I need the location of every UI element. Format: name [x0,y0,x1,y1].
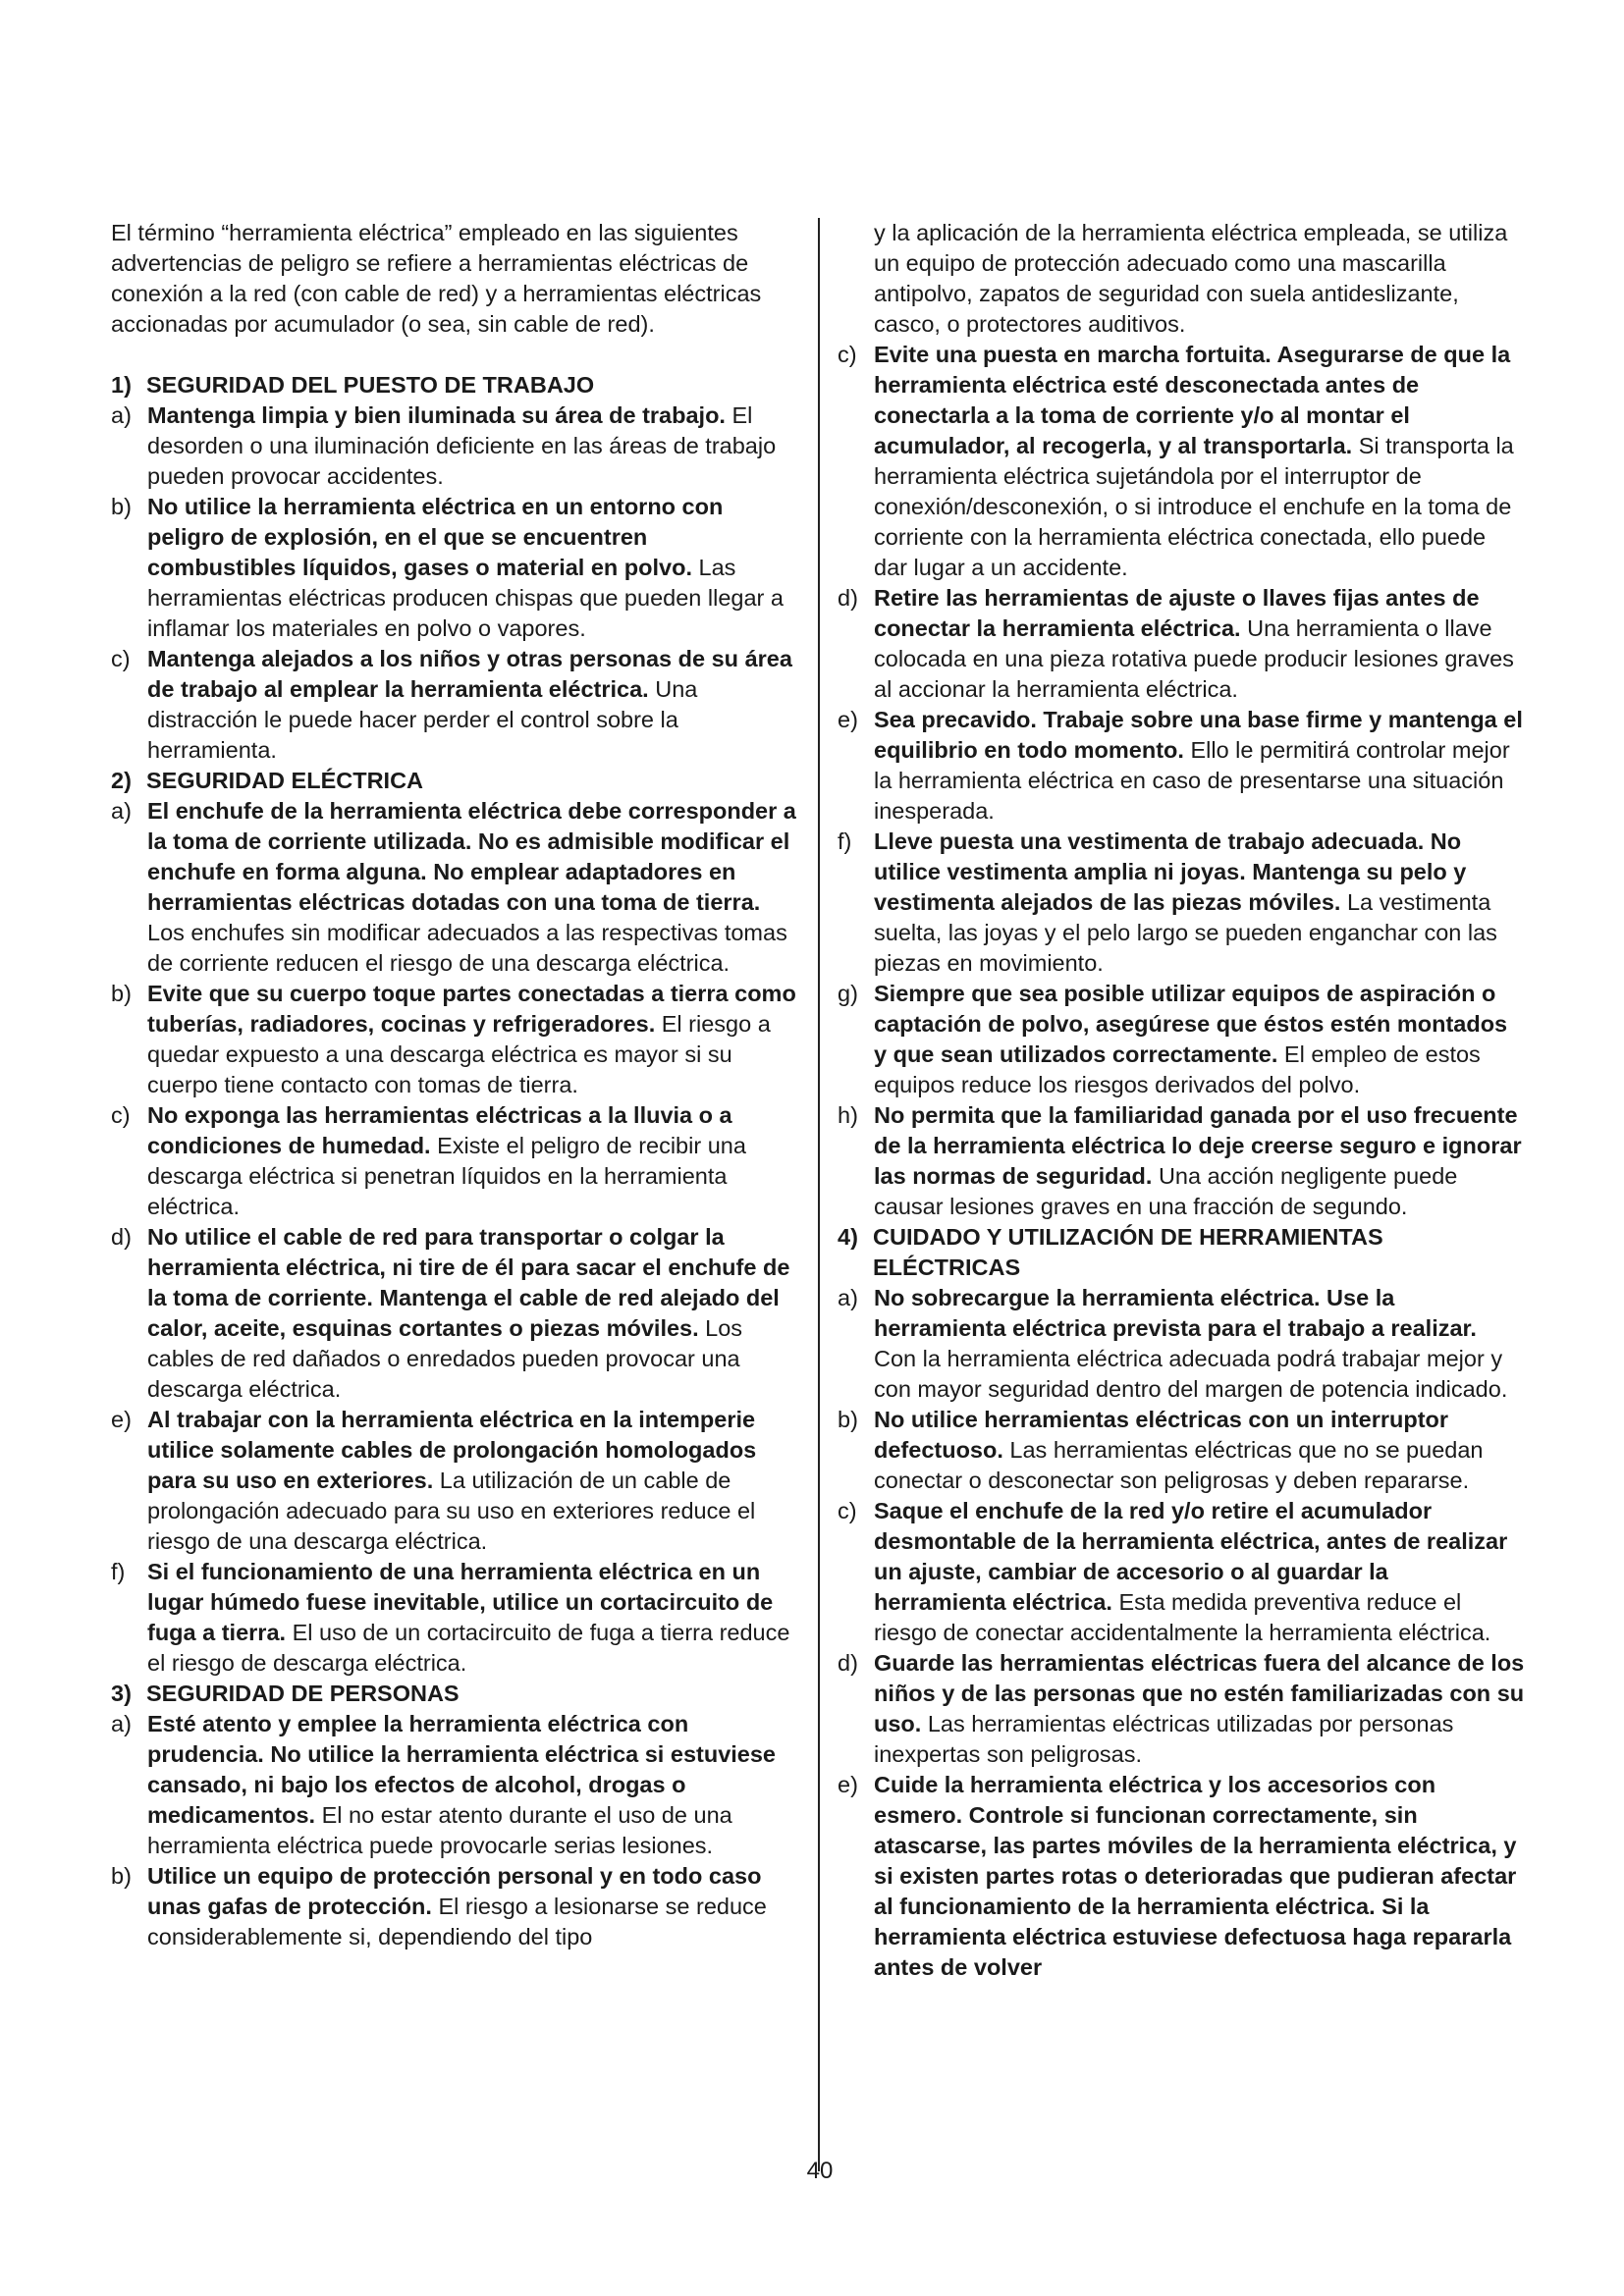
list-item: a) No sobrecargue la herramienta eléctrica. Use la herramienta eléctrica prevista para el trabajo a realizar. Con la herramienta eléctrica adecuada podrá trabajar mejor y con mayor seguridad dentro del margen de potencia indicado. [838,1285,1508,1402]
list-item-continuation: y la aplicación de la herramienta eléctrica empleada, se utiliza un equipo de protección adecuado como una mascarilla antipolvo, zapatos de seguridad con suela antideslizante, casco, o protectores auditivos. [874,220,1508,337]
list-item: e) Sea precavido. Trabaje sobre una base firme y mantenga el equilibrio en todo momento. Ello le permitirá controlar mejor la herramienta eléctrica en caso de presentarse una situación inesperada. [838,707,1523,824]
section-heading-personal: 3) SEGURIDAD DE PERSONAS [111,1681,460,1706]
list-item: h) No permita que la familiaridad ganada por el uso frecuente de la herramienta eléctrica lo deje creerse seguro e ignorar las normas de seguridad. Una acción negligente puede causar lesiones graves en una fracción de segundo. [838,1102,1522,1219]
list-item: f) Si el funcionamiento de una herramienta eléctrica en un lugar húmedo fuese inevitable, utilice un cortacircuito de fuga a tierra. El uso de un cortacircuito de fuga a tierra reduce el riesgo de descarga eléctrica. [111,1559,790,1676]
list-item: f) Lleve puesta una vestimenta de trabajo adecuada. No utilice vestimenta amplia ni joyas. Mantenga su pelo y vestimenta alejados de las piezas móviles. La vestimenta suelta, las joyas y el pelo largo se pueden enganchar con las piezas en movimiento. [838,828,1497,976]
list-item: b) Utilice un equipo de protección personal y en todo caso unas gafas de protección. El riesgo a lesionarse se reduce considerablemente si, dependiendo del tipo [111,1863,767,1949]
section-heading-tool-care: 4) CUIDADO Y UTILIZACIÓN DE HERRAMIENTAS ELÉCTRICAS [838,1224,1383,1280]
list-item: c) No exponga las herramientas eléctricas a la lluvia o a condiciones de humedad. Existe el peligro de recibir una descarga eléctrica si penetran líquidos en la herramienta eléctrica. [111,1102,746,1219]
section-heading-electrical: 2) SEGURIDAD ELÉCTRICA [111,768,424,793]
section-heading-work-area: 1) SEGURIDAD DEL PUESTO DE TRABAJO [111,372,595,398]
left-column [111,218,798,1952]
list-item: c) Saque el enchufe de la red y/o retire el acumulador desmontable de la herramienta eléctrica, antes de realizar un ajuste, cambiar de accesorio o al guardar la herramienta eléctrica. Esta medida preventiva reduce el riesgo de conectar accidentalmente la herramienta eléctrica. [838,1498,1508,1645]
list-item: c) Mantenga alejados a los niños y otras personas de su área de trabajo al emplear la herramienta eléctrica. Una distracción le puede hacer perder el control sobre la herramienta. [111,646,792,763]
intro-paragraph: El término “herramienta eléctrica” empleado en las siguientes advertencias de peligro se refiere a herramientas eléctricas de conexión a la red (con cable de red) y a herramientas eléctricas accionadas por acumulador (o sea, sin cable de red). [111,220,762,337]
list-item: d) No utilice el cable de red para transportar o colgar la herramienta eléctrica, ni tire de él para sacar el enchufe de la toma de corriente. Mantenga el cable de red alejado del calor, aceite, esquinas cortantes o piezas móviles. Los cables de red dañados o enredados pueden provocar una descarga eléctrica. [111,1224,790,1402]
right-column [838,218,1525,1983]
column-divider [818,218,820,2171]
list-item: a) El enchufe de la herramienta eléctrica debe corresponder a la toma de corriente utilizada. No es admisible modificar el enchufe en forma alguna. No emplear adaptadores en herramientas eléctricas dotadas con una toma de tierra. Los enchufes sin modificar adecuados a las respectivas tomas de corriente reducen el riesgo de una descarga eléctrica. [111,798,796,976]
list-item: a) Esté atento y emplee la herramienta eléctrica con prudencia. No utilice la herramienta eléctrica si estuviese cansado, ni bajo los efectos de alcohol, drogas o medicamentos. El no estar atento durante el uso de una herramienta eléctrica puede provocarle serias lesiones. [111,1711,776,1858]
list-item: b) No utilice la herramienta eléctrica en un entorno con peligro de explosión, en el que se encuentren combustibles líquidos, gases o material en polvo. Las herramientas eléctricas producen chispas que pueden llegar a inflamar los materiales en polvo o vapores. [111,494,784,641]
list-item: a) Mantenga limpia y bien iluminada su área de trabajo. El desorden o una iluminación deficiente en las áreas de trabajo pueden provocar accidentes. [111,402,777,489]
page-number: 40 [806,2158,834,2184]
list-item: g) Siempre que sea posible utilizar equipos de aspiración o captación de polvo, asegúrese que éstos estén montados y que sean utilizados correctamente. El empleo de estos equipos reduce los riesgos derivados del polvo. [838,981,1508,1097]
list-item: e) Al trabajar con la herramienta eléctrica en la intemperie utilice solamente cables de prolongación homologados para su uso en exteriores. La utilización de un cable de prolongación adecuado para su uso en exteriores reduce el riesgo de una descarga eléctrica. [111,1407,757,1554]
list-item: b) No utilice herramientas eléctricas con un interruptor defectuoso. Las herramientas eléctricas que no se puedan conectar o desconectar son peligrosas y deben repararse. [838,1407,1484,1493]
list-item: c) Evite una puesta en marcha fortuita. Asegurarse de que la herramienta eléctrica esté desconectada antes de conectarla a la toma de corriente y/o al montar el acumulador, al recogerla, y al transportarla. Si transporta la herramienta eléctrica sujetándola por el interruptor de conexión/desconexión, o si introduce el enchufe en la toma de corriente con la herramienta eléctrica conectada, ello puede dar lugar a un accidente. [838,342,1514,580]
list-item: d) Retire las herramientas de ajuste o llaves fijas antes de conectar la herramienta eléctrica. Una herramienta o llave colocada en una pieza rotativa puede producir lesiones graves al accionar la herramienta eléctrica. [838,585,1514,702]
list-item: d) Guarde las herramientas eléctricas fuera del alcance de los niños y de las personas que no estén familiarizadas con su uso. Las herramientas eléctricas utilizadas por personas inexpertas son peligrosas. [838,1650,1525,1767]
list-item: e) Cuide la herramienta eléctrica y los accesorios con esmero. Controle si funcionan correctamente, sin atascarse, las partes móviles de la herramienta eléctrica, y si existen partes rotas o deterioradas que pudieran afectar al funcionamiento de la herramienta eléctrica. Si la herramienta eléctrica estuviese defectuosa haga repararla antes de volver [838,1772,1517,1980]
list-item: b) Evite que su cuerpo toque partes conectadas a tierra como tuberías, radiadores, cocinas y refrigeradores. El riesgo a quedar expuesto a una descarga eléctrica es mayor si su cuerpo tiene contacto con tomas de tierra. [111,981,796,1097]
